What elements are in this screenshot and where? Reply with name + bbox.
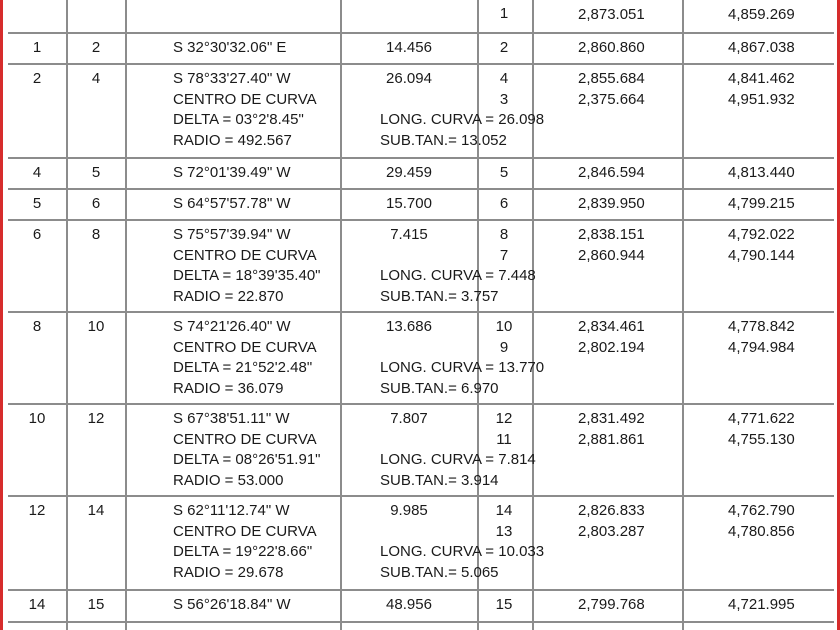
curve-length: LONG. CURVA = 7.448 [380,267,536,285]
point-y-coordinate: 2,826.833 [578,502,645,519]
bearing: S 78°33'27.40" W [173,70,291,87]
point-x-coordinate: 4,780.856 [728,522,795,540]
point-y-coordinate: 2,855.684 [578,70,645,87]
point-x-coordinate: 4,799.215 [728,195,795,212]
row-divider [8,403,834,405]
curve-radius: RADIO = 53.000 [173,472,284,490]
column-divider [532,0,534,630]
point-id: 14 [495,502,513,519]
curve-subtangent: SUB.TAN.= 3.757 [380,288,499,306]
curve-delta: DELTA = 19°22'8.66" [173,543,313,561]
point-y-coordinate: 2,375.664 [578,90,645,108]
point-x-coordinate: 4,841.462 [728,70,795,87]
distance: 9.985 [390,502,428,519]
point-y-coordinate: 2,839.950 [578,195,645,212]
row-divider [8,32,834,34]
curve-delta: DELTA = 18°39'35.40" [173,267,321,285]
point-y-coordinate: 2,802.194 [578,338,645,356]
row-divider [8,311,834,313]
point-x-coordinate: 4,813.440 [728,164,795,181]
curve-length: LONG. CURVA = 13.770 [380,359,545,377]
distance: 13.686 [386,318,432,335]
curve-delta: DELTA = 03°2'8.45" [173,111,304,129]
curve-delta: DELTA = 21°52'2.48" [173,359,313,377]
curve-subtangent: SUB.TAN.= 6.970 [380,380,499,398]
row-divider [8,495,834,497]
curve-center-label: CENTRO DE CURVA [173,338,317,356]
from-station: 4 [32,164,42,181]
point-x-coordinate: 4,778.842 [728,318,795,335]
distance: 15.700 [386,195,432,212]
column-divider [477,0,479,630]
point-y-coordinate: 2,799.768 [578,596,645,613]
point-y-coordinate: 2,838.151 [578,226,645,243]
point-id: 12 [495,410,513,427]
from-station: 12 [28,502,46,519]
top-point-x: 4,859.269 [728,6,795,23]
point-id: 7 [499,246,509,264]
point-y-coordinate: 2,834.461 [578,318,645,335]
point-x-coordinate: 4,755.130 [728,430,795,448]
from-station: 2 [32,70,42,87]
bearing: S 72°01'39.49" W [173,164,291,181]
point-y-coordinate: 2,831.492 [578,410,645,427]
point-id: 13 [495,522,513,540]
curve-radius: RADIO = 36.079 [173,380,284,398]
point-id: 11 [496,430,512,448]
top-point-y: 2,873.051 [578,6,645,23]
to-station: 10 [87,318,105,335]
distance: 7.415 [390,226,428,243]
column-divider [340,0,342,630]
curve-radius: RADIO = 29.678 [173,564,284,582]
distance: 14.456 [386,39,432,56]
point-x-coordinate: 4,771.622 [728,410,795,427]
point-id: 4 [499,70,509,87]
point-x-coordinate: 4,794.984 [728,338,795,356]
row-divider [8,157,834,159]
point-x-coordinate: 4,762.790 [728,502,795,519]
bearing: S 67°38'51.11" W [173,410,290,427]
from-station: 5 [32,195,42,212]
row-divider [8,219,834,221]
point-y-coordinate: 2,803.287 [578,522,645,540]
curve-center-label: CENTRO DE CURVA [173,90,317,108]
to-station: 14 [87,502,105,519]
row-divider [8,589,834,591]
point-y-coordinate: 2,860.860 [578,39,645,56]
distance: 29.459 [386,164,432,181]
column-divider [682,0,684,630]
from-station: 1 [32,39,42,56]
point-id: 8 [499,226,509,243]
curve-length: LONG. CURVA = 26.098 [380,111,545,129]
point-x-coordinate: 4,721.995 [728,596,795,613]
curve-radius: RADIO = 492.567 [173,132,292,150]
curve-radius: RADIO = 22.870 [173,288,284,306]
point-y-coordinate: 2,846.594 [578,164,645,181]
curve-center-label: CENTRO DE CURVA [173,522,317,540]
point-id: 6 [499,195,509,212]
point-x-coordinate: 4,790.144 [728,246,795,264]
point-id: 2 [499,39,509,56]
to-station: 4 [91,70,101,87]
point-id: 10 [495,318,513,335]
bearing: S 62°11'12.74" W [173,502,290,519]
point-id: 9 [499,338,509,356]
row-divider [8,63,834,65]
to-station: 6 [91,195,101,212]
bearing: S 64°57'57.78" W [173,195,291,212]
bearing: S 74°21'26.40" W [173,318,291,335]
from-station: 14 [28,596,46,613]
to-station: 15 [87,596,105,613]
column-divider [125,0,127,630]
to-station: 12 [87,410,105,427]
page-border-left [0,0,3,630]
point-x-coordinate: 4,867.038 [728,39,795,56]
distance: 48.956 [386,596,432,613]
top-point-id: 1 [499,5,509,22]
point-x-coordinate: 4,792.022 [728,226,795,243]
bearing: S 75°57'39.94" W [173,226,291,243]
bearing: S 56°26'18.84" W [173,596,291,613]
from-station: 6 [32,226,42,243]
point-id: 3 [499,90,509,108]
bearing: S 32°30'32.06" E [173,39,287,56]
point-y-coordinate: 2,881.861 [578,430,645,448]
from-station: 8 [32,318,42,335]
distance: 26.094 [386,70,432,87]
curve-length: LONG. CURVA = 7.814 [380,451,536,469]
curve-center-label: CENTRO DE CURVA [173,246,317,264]
row-divider [8,621,834,623]
to-station: 2 [91,39,101,56]
to-station: 8 [91,226,101,243]
from-station: 10 [28,410,46,427]
curve-subtangent: SUB.TAN.= 13.052 [380,132,507,150]
curve-length: LONG. CURVA = 10.033 [380,543,545,561]
distance: 7.807 [390,410,428,427]
point-id: 15 [495,596,513,613]
column-divider [66,0,68,630]
curve-delta: DELTA = 08°26'51.91" [173,451,321,469]
point-id: 5 [499,164,509,181]
to-station: 5 [91,164,101,181]
point-x-coordinate: 4,951.932 [728,90,795,108]
curve-center-label: CENTRO DE CURVA [173,430,317,448]
curve-subtangent: SUB.TAN.= 5.065 [380,564,499,582]
point-y-coordinate: 2,860.944 [578,246,645,264]
curve-subtangent: SUB.TAN.= 3.914 [380,472,499,490]
row-divider [8,188,834,190]
